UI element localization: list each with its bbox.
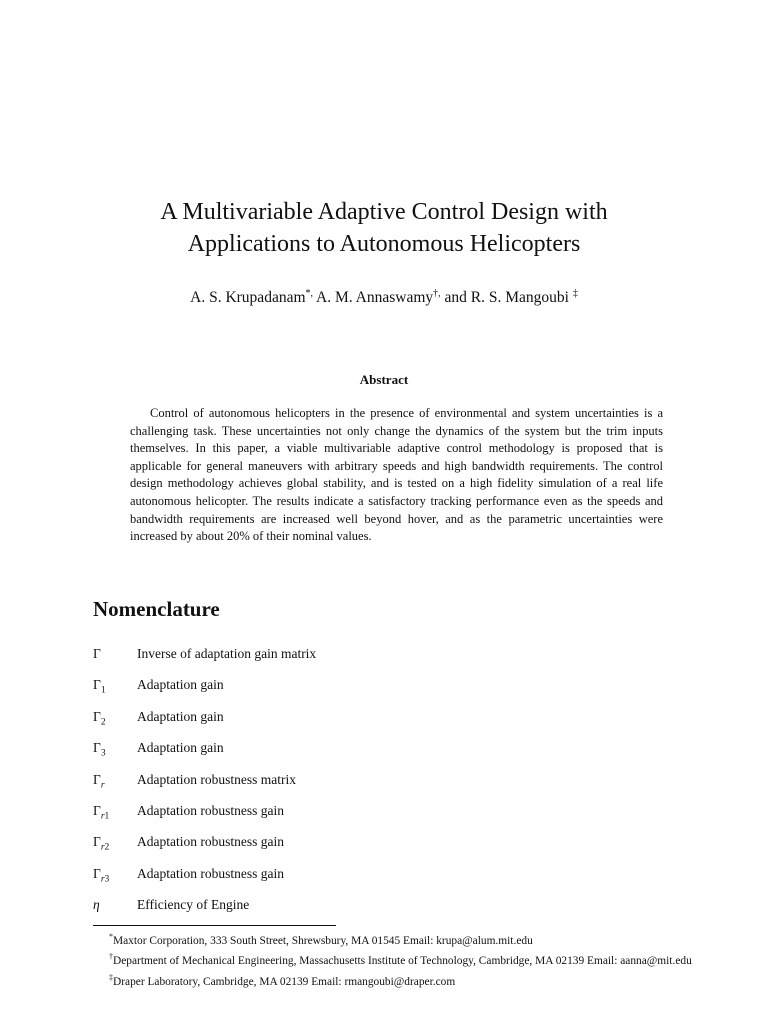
nomenclature-row [93,646,653,677]
nomenclature-heading: Nomenclature [93,597,220,621]
nomenclature-definition: Adaptation robustness gain [137,802,284,818]
author-name: A. S. Krupadanam [190,289,306,306]
footnote-text: Draper Laboratory, Cambridge, MA 02139 Email: rmangoubi@draper.com [113,975,456,988]
author-mark: *, [305,288,314,299]
footnote-text: Maxtor Corporation, 333 South Street, Shrewsbury, MA 01545 Email: krupa@alum.mit.edu [113,934,533,947]
footnote-mark: † [109,952,113,962]
nomenclature-definition: Adaptation robustness gain [137,834,284,850]
abstract-text: Control of autonomous helicopters in the presence of environmental and system uncertainties is a challenging task. These uncertainties not only change the dynamics of the system but the trim inputs themselves. In this paper, a viable multivariable adaptive control methodology is proposed that is applicable for general maneuvers with arbitrary speeds and high bandwidth requirements. The control design methodology achieves global stability, and is tested on a high fidelity simulation of a real life autonomous helicopter. The results indicate a satisfactory tracking performance even as the speeds and bandwidth requirements are increased well beyond hover, and as the parametric uncertainties were increased by about 20% of their nominal values. [130,406,663,544]
nomenclature-row [93,772,653,803]
title-line-2: Applications to Autonomous Helicopters [187,231,581,257]
author-mark: ‡ [572,288,578,299]
footnote [93,929,698,949]
nomenclature-definition: Adaptation robustness matrix [137,771,296,787]
author-list [0,288,768,310]
nomenclature-row [93,803,653,834]
nomenclature-symbol: $\Gamma_1$ [93,677,106,697]
author-mark: †, [433,288,441,299]
footnotes [93,929,698,990]
footnote [93,970,698,990]
nomenclature-subscript: 3 [100,748,106,759]
nomenclature-definition: Efficiency of Engine [137,897,250,913]
nomenclature-subscript: 1 [100,686,106,697]
nomenclature-symbol: Γ [93,646,101,661]
footnote-text: Department of Mechanical Engineering, Massachusetts Institute of Technology, Cambridge, MA 02139 Email: aanna@mit.edu [113,955,692,968]
nomenclature-row [93,709,653,740]
nomenclature-subscript: r3 [100,874,110,885]
nomenclature-row [93,866,653,897]
footnote-divider [93,925,336,926]
abstract-heading: Abstract [359,372,409,387]
nomenclature-row [93,677,653,708]
nomenclature-row [93,740,653,771]
nomenclature-symbol: $\Gamma_{r1}$ [93,802,110,822]
footnote-mark: * [109,932,113,941]
nomenclature-symbol: η [93,897,100,913]
nomenclature-symbol: $\Gamma_r$ [93,771,105,791]
author-name: and R. S. Mangoubi [444,289,569,306]
nomenclature-row [93,897,653,928]
nomenclature-definition: Adaptation gain [137,708,224,724]
nomenclature-subscript: 2 [100,717,106,728]
nomenclature-row [93,834,653,865]
nomenclature-definition: Adaptation gain [137,740,224,756]
nomenclature-definition: Adaptation robustness gain [137,865,284,881]
nomenclature-subscript: r [100,780,105,791]
title-line-1: A Multivariable Adaptive Control Design with [160,199,608,225]
abstract-body [130,405,663,546]
nomenclature-list [93,646,653,929]
nomenclature-subscript: r1 [100,811,110,822]
nomenclature-symbol: $\Gamma_{r3}$ [93,865,110,885]
nomenclature-symbol: $\Gamma_{r2}$ [93,834,110,854]
footnote [93,949,698,969]
author-name: A. M. Annaswamy [316,289,434,306]
nomenclature-symbol: $\Gamma_3$ [93,740,106,759]
nomenclature-definition: Inverse of adaptation gain matrix [137,646,317,661]
footnote-mark: ‡ [109,972,113,982]
nomenclature-definition: Adaptation gain [137,677,224,693]
nomenclature-subscript: r2 [100,843,110,854]
nomenclature-symbol: $\Gamma_2$ [93,708,106,728]
paper-title [0,196,768,260]
